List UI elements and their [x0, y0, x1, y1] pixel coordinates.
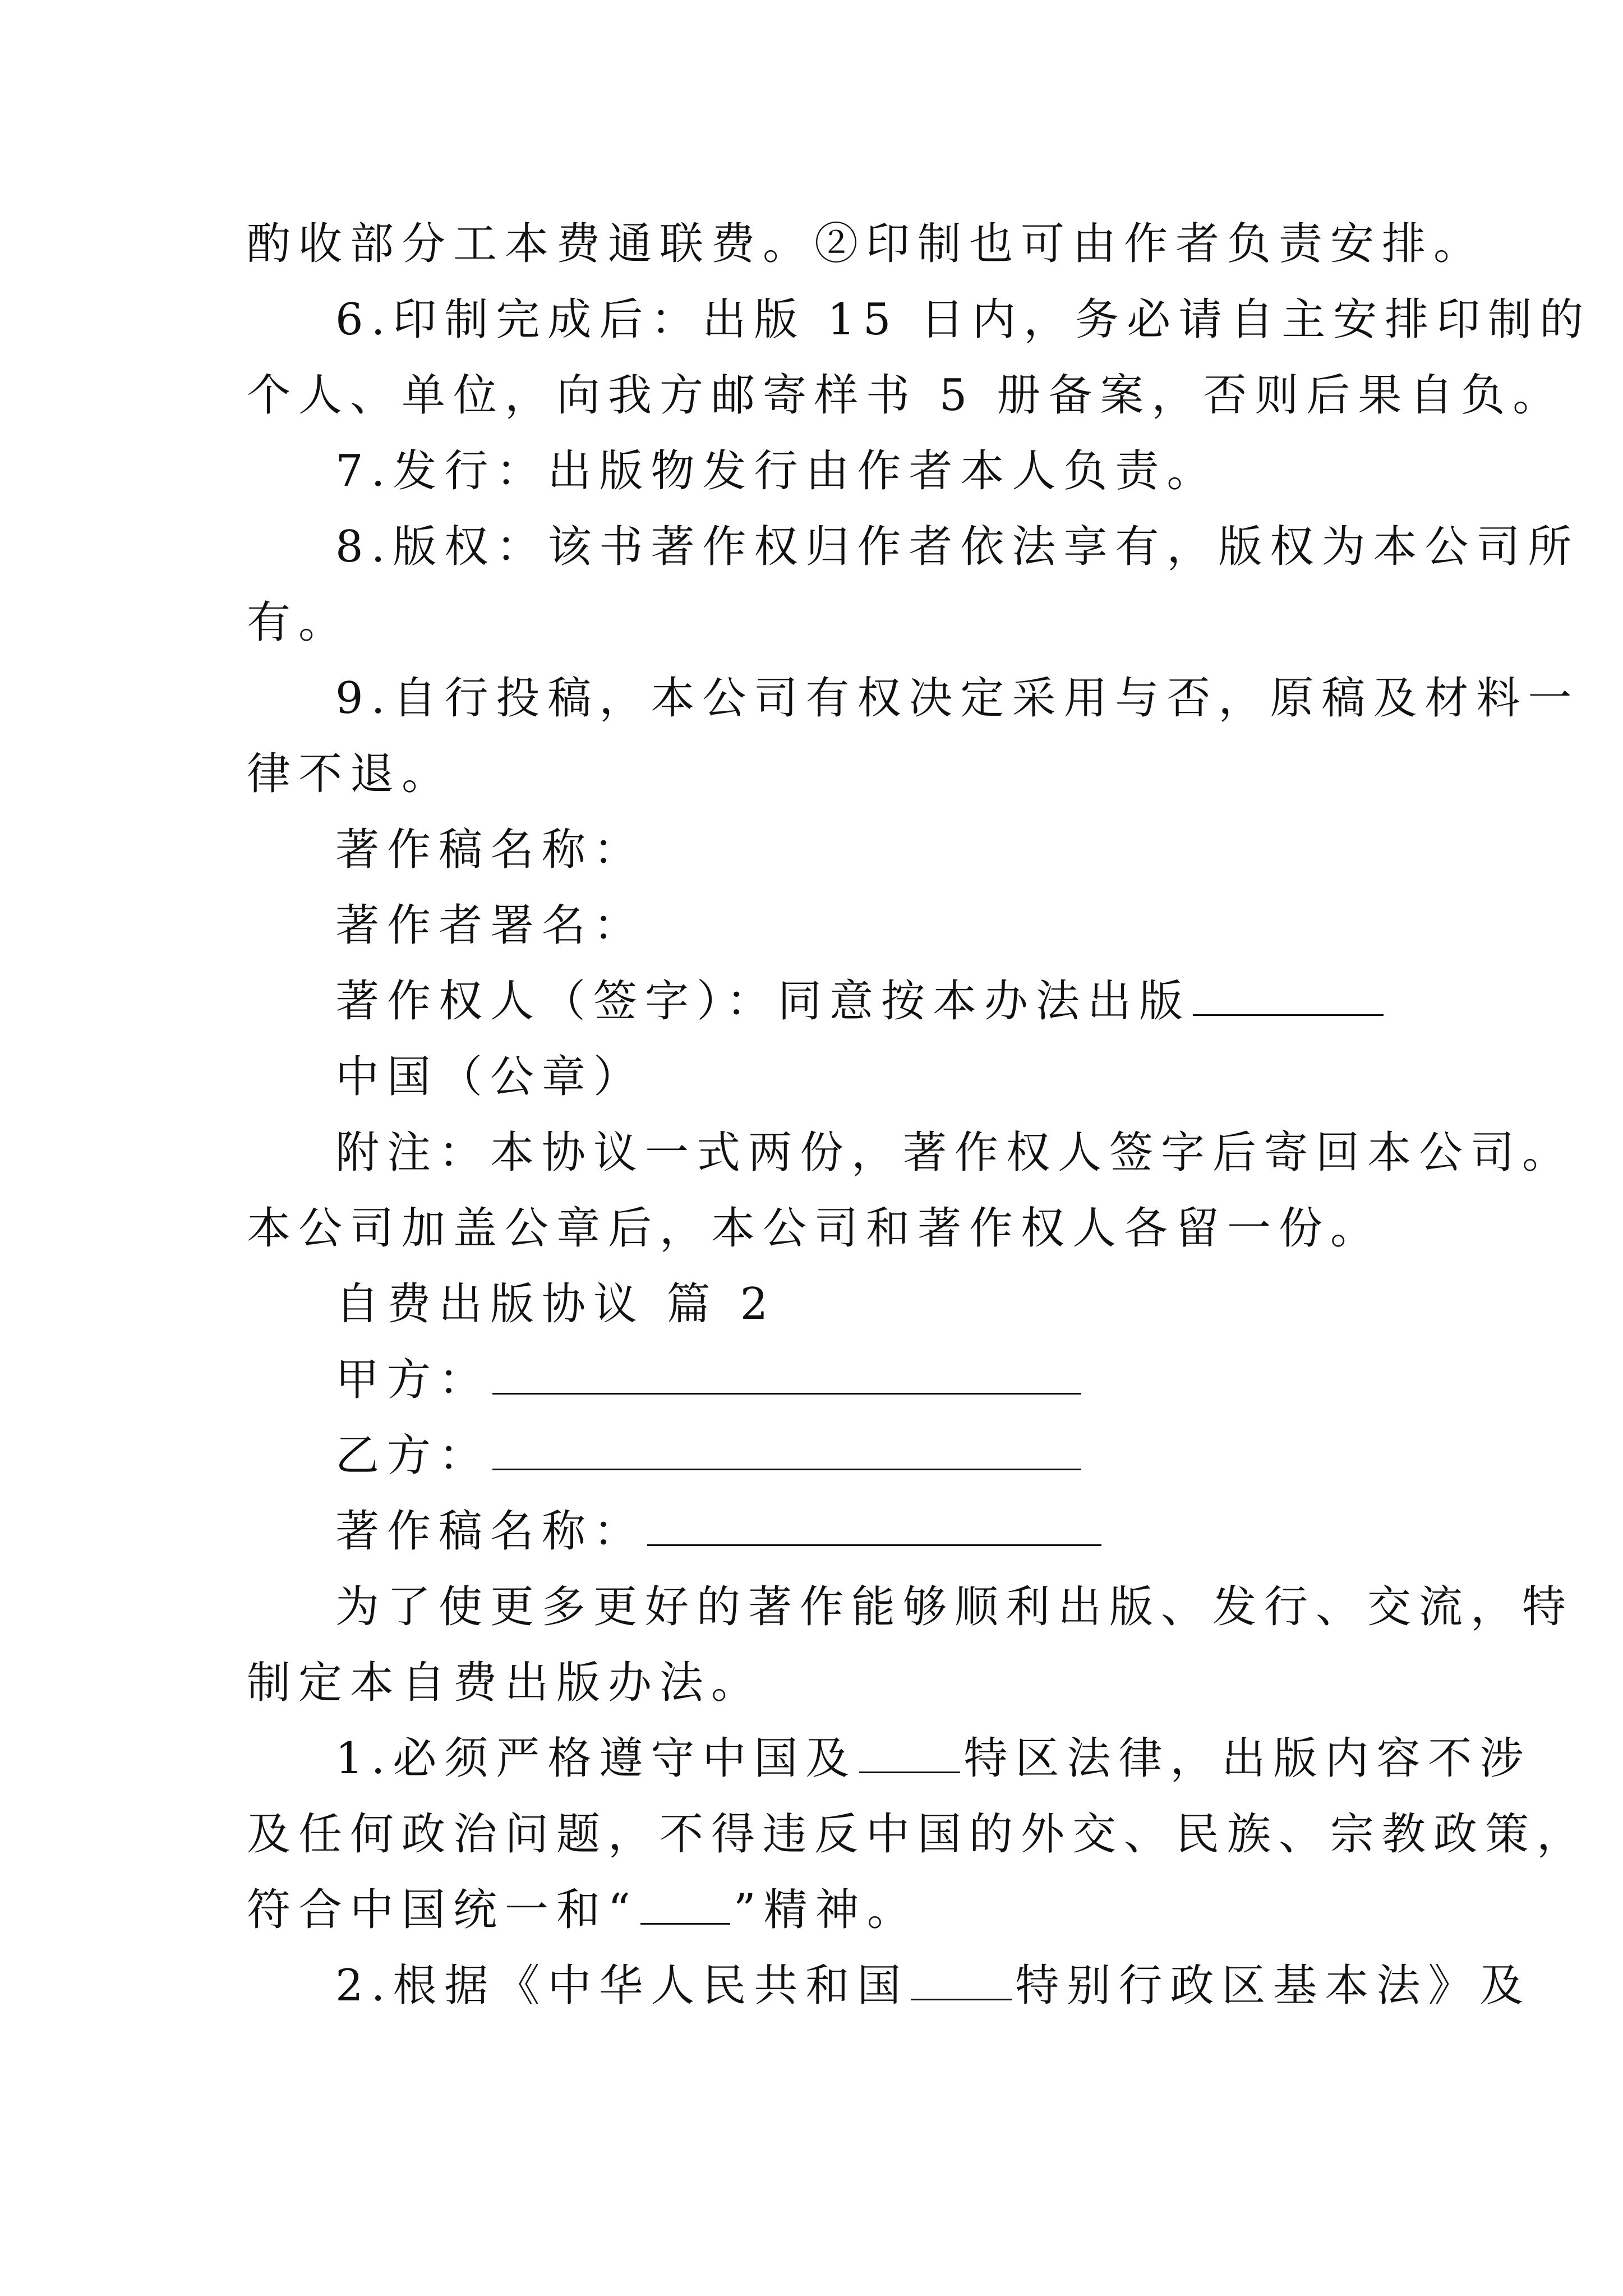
text-line — [335, 292, 1591, 348]
line-text: 著作稿名称： — [335, 825, 645, 875]
line-text: 著作者署名： — [335, 900, 645, 951]
line-text: 特别行政区基本法》及 — [1015, 1961, 1532, 2011]
line-text: 律不退。 — [247, 749, 454, 799]
text-line — [247, 1200, 1382, 1257]
line-text: 制定本自费出版办法。 — [247, 1658, 763, 1708]
text-line — [335, 898, 645, 954]
party-b-blank — [492, 1429, 1081, 1470]
principle-blank — [640, 1884, 730, 1925]
text-line — [247, 367, 1564, 424]
text-line — [335, 1125, 1574, 1181]
region-blank — [911, 1959, 1012, 2000]
line-text: ”精神。 — [733, 1885, 919, 1935]
line-text: 及任何政治问题，不得违反中国的外交、民族、宗教政策， — [247, 1809, 1589, 1860]
signature-blank — [1193, 975, 1384, 1016]
text-line — [247, 746, 453, 802]
line-text: 自费出版协议 篇 2 — [335, 1279, 776, 1329]
text-line — [335, 1958, 1531, 2014]
text-line — [335, 670, 1579, 726]
line-text: 有。 — [247, 597, 351, 648]
text-line — [247, 1655, 763, 1711]
text-line — [335, 1731, 1531, 1787]
text-line — [335, 1503, 1101, 1559]
line-text: 符合中国统一和“ — [247, 1885, 638, 1935]
text-line — [335, 1579, 1574, 1635]
text-line — [335, 973, 1384, 1029]
line-text: 为了使更多更好的著作能够顺利出版、发行、交流，特 — [335, 1582, 1574, 1632]
line-text: 甲方： — [335, 1355, 491, 1405]
line-text: 1.必须严格遵守中国及 — [335, 1733, 857, 1784]
line-text: 附注：本协议一式两份，著作权人签字后寄回本公司。 — [335, 1128, 1574, 1178]
text-line — [335, 1352, 1081, 1408]
line-text: 8.版权：该书著作权归作者依法享有，版权为本公司所 — [335, 522, 1580, 572]
line-text: 著作稿名称： — [335, 1506, 645, 1557]
manuscript-title-blank — [647, 1505, 1101, 1546]
text-line — [335, 443, 1218, 499]
party-a-blank — [492, 1354, 1081, 1395]
line-text: 6.印制完成后：出版 15 日内，务必请自主安排印制的 — [335, 295, 1592, 345]
region-blank — [859, 1732, 960, 1773]
line-text: 7.发行：出版物发行由作者本人负责。 — [335, 446, 1219, 496]
text-line — [335, 822, 645, 878]
text-line — [247, 1806, 1588, 1862]
line-text: 乙方： — [335, 1430, 491, 1481]
line-text: 特区法律，出版内容不涉 — [963, 1733, 1532, 1784]
section-heading — [335, 1276, 776, 1332]
line-text: 9.自行投稿，本公司有权决定采用与否，原稿及材料一 — [335, 673, 1580, 724]
text-line — [335, 1049, 645, 1105]
line-text: 本公司加盖公章后，本公司和著作权人各留一份。 — [247, 1203, 1382, 1254]
text-line — [335, 1428, 1081, 1484]
line-text: 中国（公章） — [335, 1052, 645, 1102]
text-line — [247, 216, 1485, 272]
line-text: 个人、单位，向我方邮寄样书 5 册备案，否则后果自负。 — [247, 370, 1565, 421]
line-text: 2.根据《中华人民共和国 — [335, 1961, 909, 2011]
text-line — [247, 1882, 919, 1938]
text-line — [247, 595, 350, 651]
text-line — [335, 519, 1579, 575]
line-text: 酌收部分工本费通联费。②印制也可由作者负责安排。 — [247, 219, 1486, 269]
line-text: 著作权人（签字）：同意按本办法出版 — [335, 976, 1191, 1027]
